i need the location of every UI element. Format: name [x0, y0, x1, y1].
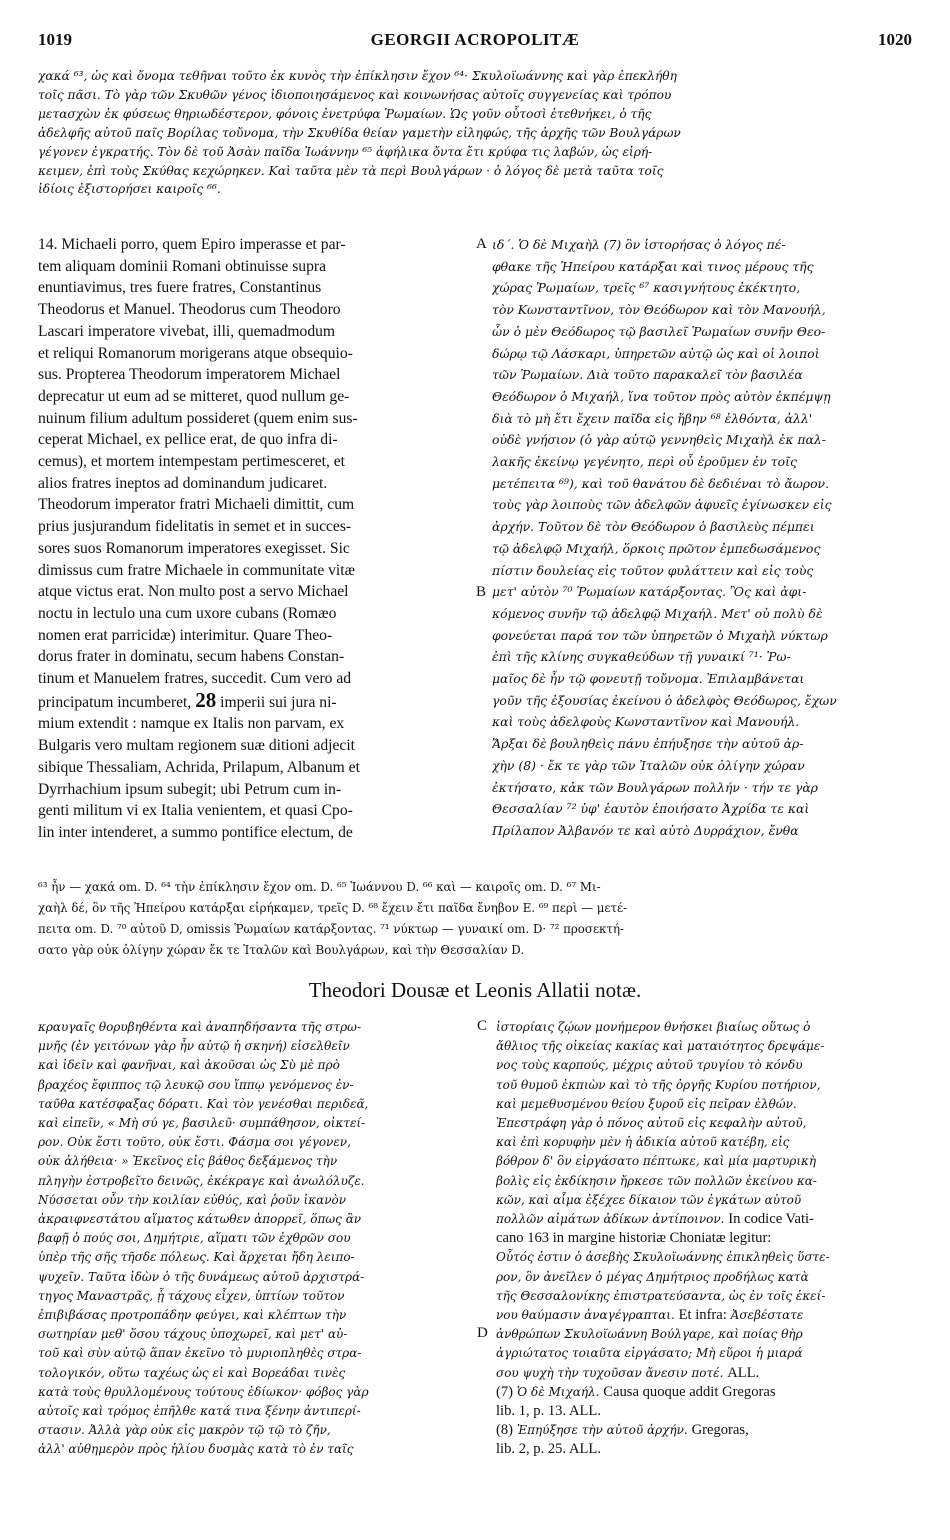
page-header	[38, 30, 912, 52]
text-line: στασιν. Ἀλλὰ γὰρ οὐκ εἰς μακρὸν τῷ τῷ τὸ ζῆν,	[38, 1423, 331, 1438]
text-line: βόθρον δ' ὃν εἰργάσατο πέπτωκε, καὶ μία μαρτυρικὴ	[496, 1154, 817, 1169]
text-line: ἱστορίαις ζῴων μονήμερον θνήσκει βιαίως οὕτως ὁ	[496, 1020, 811, 1034]
text-line	[496, 1210, 912, 1229]
text-fragment: Ἀσεβέστατε	[730, 1308, 804, 1323]
original-page-number: 28	[195, 689, 217, 712]
text-line: τῷ ἀδελφῷ Μιχαήλ, ὅρκοις πρῶτον ἐμπεδωσάμενος	[492, 540, 821, 556]
text-line: enuntiavimus, tres fuere fratres, Constantinus	[38, 279, 322, 297]
text-line: ὑπὲρ τῆς σῆς τῆσδε πόλεως. Καὶ ἄρχεται ἤδη λειπο-	[38, 1250, 355, 1265]
text-fragment: πολλῶν αἱμάτων ἀδίκων ἀντίποινον.	[496, 1212, 725, 1227]
text-line: ἐπὶ τῆς κλίνης συγκαθεύδων τῇ γυναικί ⁷¹· Ῥω-	[492, 649, 791, 665]
text-line: sibique Thessaliam, Achrida, Prilapum, Albanum et	[38, 758, 360, 776]
text-line	[38, 690, 472, 714]
text-line: λακῆς ἐκείνῳ γεγένητο, περὶ οὗ ἐροῦμεν ἐν τοῖς	[492, 454, 797, 470]
greek-text-column	[492, 234, 912, 842]
text-line: οὐδὲ γνήσιον (ὁ γὰρ αὐτῷ γεννηθεὶς Μιχαὴλ ἐκ παλ-	[492, 432, 826, 448]
footnote-line: ⁶³ ἦν — χακά om. D. ⁶⁴ τὴν ἐπίκλησιν ἔχον om. D. ⁶⁵ Ἰωάννου D. ⁶⁶ καὶ — καιροῖς om. D. ⁶⁷ Μι-	[38, 880, 601, 894]
note-7-line	[496, 1383, 912, 1402]
text-line: ψυχεῖν. Ταῦτα ἰδὼν ὁ τῆς δυνάμεως αὐτοῦ ἀρχιστρά-	[38, 1269, 365, 1284]
text-line: πληγὴν ἐστροβεῖτο δεινῶς, ἐκέκραγε καὶ ἀνωλόλυζε.	[38, 1173, 365, 1188]
text-fragment: principatum incumberet,	[38, 693, 192, 711]
text-line: σωτηρίαν μεθ' ὅσου τάχους ὑποχωρεῖ, καὶ μετ' αὐ-	[38, 1327, 348, 1342]
text-line: φθακε τῆς Ἠπείρου κατάρξαι καὶ τινος μέρους τῆς	[492, 258, 814, 274]
note-number: (8)	[496, 1422, 514, 1439]
text-fragment: Gregoras,	[691, 1422, 749, 1439]
text-fragment: νου θαύμασιν ἀναγέγραπται.	[496, 1308, 675, 1323]
text-line: sus. Propterea Theodorum imperatorem Michael	[38, 366, 341, 384]
text-line: τῆς Θεσσαλονίκης ἐπιστρατεύσαντα, ὡς ἐν τοῖς ἐκεί-	[496, 1288, 826, 1303]
text-line: ἀδελφῆς αὐτοῦ παῖς Βορίλας τοὔνομα, τὴν Σκυθίδα θείαν γαμετὴν εἰληφώς, τῆς ἀρχῆς τῶν Βουλγάρων	[38, 125, 681, 140]
margin-marker-b: B	[476, 584, 487, 600]
text-line: mium extendit : namque ex Italis non parvam, ex	[38, 715, 345, 733]
text-line: τοὺς γὰρ λοιποὺς τῶν ἀδελφῶν ἀφυεῖς ἐγίνωσκεν εἰς	[492, 497, 832, 513]
latin-translation-column	[38, 234, 472, 844]
text-fragment: Et infra:	[678, 1307, 727, 1324]
text-line: ἀγριώτατος τοιαῦτα εἰργάσατο; Μὴ εὕροι ἡ μιαρά	[496, 1346, 803, 1361]
text-line: γέγονεν ἐγκρατής. Τὸν δὲ τοῦ Ἀσὰν παῖδα Ἰωάννην ⁶⁵ ἀφήλικα ὄντα ἔτι κρύφα τις λαβών, ὡς εἰρή-	[38, 144, 653, 159]
text-line: τῶν Ῥωμαίων. Διὰ τοῦτο παρακαλεῖ τὸν βασιλέα	[492, 367, 803, 383]
text-line: dimissus cum fratre Michaele in communitate vitæ	[38, 561, 355, 579]
text-line: καὶ ἐπὶ κορυφὴν μὲν ἡ ἀδικία αὐτοῦ κατέβη, εἰς	[496, 1135, 790, 1150]
text-line: Θεόδωρον ὁ Μιχαήλ, ἵνα τοῦτον πρὸς αὐτὸν ἐκπέμψῃ	[492, 388, 831, 404]
text-line: ἄθλιος τῆς οἰκείας κακίας καὶ ματαιότητος δρεψάμε-	[496, 1039, 825, 1054]
text-line: sores suos Romanorum imperatores exegisset. Sic	[38, 539, 350, 557]
note-number: (7)	[496, 1383, 514, 1400]
text-line: ἐπιβιβάσας προτροπάδην φεύγει, καὶ κλέπτων τὴν	[38, 1308, 347, 1323]
page-number-right: 1020	[878, 30, 912, 49]
text-line: κῶν, καὶ αἷμα ἐξέχεε δίκαιον τῶν ἐγκάτων αὐτοῦ	[496, 1192, 802, 1207]
text-line: τοῦ καὶ σὺν αὐτῷ ἅπαν ἐκεῖνο τὸ μυριοπληθὲς στρα-	[38, 1346, 362, 1361]
critical-apparatus	[38, 877, 916, 961]
text-line: ἐκτήσατο, κἀκ τῶν Βουλγάρων πολλήν · τήν τε γὰρ	[492, 779, 818, 795]
text-line: ἰδίοις ἐξιστορήσει καιροῖς ⁶⁶.	[38, 182, 221, 197]
text-line: deprecatur ut eum ad se mitteret, quod nullum ge-	[38, 387, 350, 405]
text-line: ρον, ὃν ἀνεῖλεν ὁ μέγας Δημήτριος προδήλως κατὰ	[496, 1269, 809, 1284]
text-line: cemus), et mortem intempestam pertimesceret, et	[38, 453, 345, 471]
text-line: βαφῇ ὁ πούς σοι, Δημήτριε, αἵματι τῶν ἐχθρῶν σου	[38, 1231, 351, 1246]
text-line: Theodorum imperator fratri Michaeli dimittit, cum	[38, 496, 355, 514]
text-line: prius jusjurandum fidelitatis in semet et in succes-	[38, 518, 352, 536]
text-line: Ἄρξαι δὲ βουληθεὶς πάνυ ἐπήυξησε τὴν αὐτοῦ ἀρ-	[492, 736, 804, 752]
text-line: et reliqui Romanorum morigerans atque obsequio-	[38, 344, 353, 362]
text-line: χώρας Ῥωμαίων, τρεῖς ⁶⁷ κασιγνήτους ἐκέκτητο,	[492, 280, 801, 296]
text-line: genti militum vi ex Italia venientem, et quasi Cpo-	[38, 802, 353, 820]
text-line: ceperat Michael, ex pellice erat, de quo infra di-	[38, 431, 338, 449]
margin-marker-c: C	[477, 1018, 488, 1034]
text-line: 14. Michaeli porro, quem Epiro imperasse et par-	[38, 236, 346, 253]
text-line: βραχέος ἔφιππος τῷ λευκῷ σου ἵππῳ γενόμενος ἐν-	[38, 1077, 354, 1092]
text-line: ιδ΄. Ὁ δὲ Μιχαὴλ (7) ὃν ἱστορήσας ὁ λόγος πέ-	[492, 237, 786, 252]
text-line: χὴν (8) · ἔκ τε γὰρ τῶν Ἰταλῶν οὐκ ὀλίγην χώραν	[492, 757, 805, 773]
text-fragment: Causa quoque addit Gregoras	[603, 1383, 776, 1400]
text-line: noctu in lectulo una cum uxore cubans (Romæo	[38, 604, 337, 622]
text-line: κειμεν, ἐπὶ τοὺς Σκύθας κεχώρηκεν. Καὶ ταῦτα μὲν τὰ περὶ Βουλγάρων · ὁ λόγος δὲ μετὰ ταῦτα τοῖς	[38, 163, 664, 178]
text-line: τηγος Μαναστρᾶς, ᾗ τάχους εἶχεν, ὑπτίων τοῦτον	[38, 1288, 345, 1303]
running-title: GEORGII ACROPOLITÆ	[370, 30, 580, 49]
note-8-line	[496, 1421, 912, 1440]
text-line: tinum et Manuelem fratres, succedit. Cum vero ad	[38, 670, 352, 688]
text-line: κόμενος συνῆν τῷ ἀδελφῷ Μιχαήλ. Μετ' οὐ πολὺ δὲ	[492, 605, 823, 621]
text-line: ὧν ὁ μὲν Θεόδωρος τῷ βασιλεῖ Ῥωμαίων συνῆν Θεο-	[492, 323, 826, 339]
text-line: μετέπειτα ⁶⁹), καὶ τοῦ θανάτου δὲ δεδιέναι τὸ ἄωρον.	[492, 475, 830, 491]
text-line: nomen erat parricidæ) interimitur. Quare Theo-	[38, 626, 333, 644]
text-line: μετασχὼν ἐκ φύσεως θηριωδέστερον, φόνοις ἐνετρύφα Ῥωμαίων. Ὡς γοῦν οὗτοσὶ ἐτεθνήκει, ὁ τῆς	[38, 106, 652, 121]
text-fragment: σου ψυχὴ τὴν τυχοῦσαν ἄνεσιν ποτέ.	[496, 1365, 724, 1380]
text-line: νος τοὺς καρπούς, μέχρις αὐτοῦ τρυγίου τὸ κόνδυ	[496, 1058, 803, 1073]
text-line: Θεσσαλίαν ⁷² ὑφ' ἑαυτὸν ἐποιήσατο Ἀχρίδα τε καὶ	[492, 801, 810, 817]
margin-marker-a: A	[476, 236, 487, 252]
text-line: μετ' αὐτὸν ⁷⁰ Ῥωμαίων κατάρξοντας. Ὃς καὶ ἀφι-	[492, 584, 807, 600]
text-line: ἀκραιφνεστάτου αἵματος κάτωθεν ἀπορρεῖ, ὅπως ἂν	[38, 1212, 362, 1227]
text-line: χακά ⁶³, ὡς καὶ ὄνομα τεθῆναι τοῦτο ἐκ κυνὸς τὴν ἐπίκλησιν ἔχον ⁶⁴· Σκυλοϊωάννης καὶ γὰρ ἐπεκλήθη	[38, 69, 677, 83]
margin-marker-d: D	[477, 1325, 488, 1341]
text-line: μνῆς (ἐν γειτόνων γὰρ ἦν αὐτῷ ἡ σκηνή) εἰσελθεῖν	[38, 1039, 350, 1054]
text-line: dorus frater in dominatu, secum habens Constan-	[38, 648, 345, 666]
text-line: ἀνθρώπων Σκυλοϊωάννη Βούλγαρε, καὶ ποίας θὴρ	[496, 1327, 803, 1342]
text-fragment: ALL.	[727, 1364, 760, 1381]
text-line: καὶ τοὺς ἀδελφοὺς Κωνσταντῖνον καὶ Μανουήλ.	[492, 714, 800, 730]
text-line: τοῖς πᾶσι. Τὸ γὰρ τῶν Σκυθῶν γένος ἰδιοποιησάμενος καὶ κοινωνήσας αὐτοῖς συγγενείας καὶ τρόπου	[38, 87, 672, 102]
text-line: καὶ μεμεθυσμένου θείου ξυροῦ εἰς πεῖραν ἐλθών.	[496, 1096, 797, 1111]
text-line: καὶ ἰδεῖν καὶ φανῆναι, καὶ ἀκοῦσαι ὡς Σὺ μὲ πρὸ	[38, 1058, 340, 1073]
text-line: lin inter intenderet, a summo pontifice electum, de	[38, 823, 353, 841]
text-line: ἀρχήν. Τοῦτον δὲ τὸν Θεόδωρον ὁ βασιλεὺς πέμπει	[492, 519, 815, 535]
text-fragment: In codice Vati-	[728, 1211, 814, 1228]
text-line: tem aliquam dominii Romani obtinuisse supra	[38, 257, 327, 275]
text-line: γοῦν τῆς ἐξουσίας ἐκείνου ὁ ἀδελφὸς Θεόδωρος, ἔχων	[492, 692, 837, 708]
text-line: μαῖος δὲ ἦν τῷ φονευτῇ τοὔνομα. Ἐπιλαμβάνεται	[492, 671, 805, 687]
text-line: cano 163 in margine historiæ Choniatæ legitur:	[496, 1230, 772, 1247]
text-fragment: imperii sui jura ni-	[220, 693, 337, 711]
text-line: διὰ τὸ μὴ ἔτι ἔχειν παῖδα εἰς ἥβην ⁶⁸ ἐλθόντα, ἀλλ'	[492, 410, 813, 426]
text-line: δώρῳ τῷ Λάσκαρι, ὑπηρετῶν αὐτῷ ὡς καὶ οἱ λοιποὶ	[492, 345, 820, 361]
text-line: οὐκ ἀλήθεια· » Ἐκεῖνος εἰς βάθος δεξάμενος τὴν	[38, 1154, 338, 1169]
text-line: πίστιν δουλείας εἰς τοῦτον φυλάττειν καὶ εἰς τοὺς	[492, 562, 814, 578]
page-number-left: 1019	[38, 30, 72, 49]
text-line: Οὗτός ἐστιν ὁ ἀσεβὴς Σκυλοϊωάννης ἐπικληθεὶς ὕστε-	[496, 1250, 830, 1265]
text-fragment: Ὁ δὲ Μιχαήλ.	[516, 1384, 600, 1399]
text-line: lib. 1, p. 13. ALL.	[496, 1403, 601, 1420]
greek-top-paragraph	[38, 67, 916, 199]
footnote-line: πειτα om. D. ⁷⁰ αὐτοῦ D, omissis Ῥωμαίων κατάρξοντας. ⁷¹ νύκτωρ — γυναικί om. D· ⁷² προσεκτή-	[38, 922, 625, 936]
text-line: Νύσσεται οὖν τὴν κοιλίαν εὐθύς, καὶ ῥοῦν ἱκανὸν	[38, 1192, 347, 1207]
text-fragment: Ἐπηύξησε τὴν αὐτοῦ ἀρχήν.	[516, 1423, 688, 1438]
text-line: κατὰ τοὺς θρυλλομένους τούτους ἐδίωκον· φόβος γὰρ	[38, 1384, 369, 1399]
text-line: ρον. Οὐκ ἔστι τοῦτο, οὐκ ἔστι. Φάσμα σοι γέγονεν,	[38, 1135, 351, 1150]
text-line: Ἐπεστράφη γὰρ ὁ πόνος αὐτοῦ εἰς κεφαλὴν αὐτοῦ,	[496, 1116, 807, 1131]
text-line: τὸν Κωνσταντῖνον, τὸν Θεόδωρον καὶ τὸν Μανουήλ,	[492, 302, 826, 318]
text-line: καὶ εἰπεῖν, « Μὴ σύ γε, βασιλεῦ· συμπάθησον, οἰκτεί-	[38, 1116, 366, 1131]
text-line: βολὶς εἰς ἐκδίκησιν ἤρκεσε τῶν πολλῶν ἐκείνου κα-	[496, 1173, 817, 1188]
text-line: lib. 2, p. 25. ALL.	[496, 1441, 601, 1458]
notes-section-title: Theodori Dousæ et Leonis Allatii notæ.	[308, 978, 642, 1002]
text-line: nuinum filium adultum possideret (quem enim sus-	[38, 409, 358, 427]
text-line	[496, 1364, 912, 1383]
text-line: Πρίλαπον Ἀλβανόν τε καὶ αὐτὸ Δυρράχιον, ἔνθα	[492, 822, 799, 838]
notes-left-column	[38, 1018, 468, 1460]
footnote-line: σατο γὰρ οὐκ ὀλίγην χώραν ἔκ τε Ἰταλῶν καὶ Βουλγάρων, καὶ τὴν Θεσσαλίαν D.	[38, 943, 525, 957]
text-line: Bulgaris vero multam regionem suæ ditioni adjecit	[38, 737, 356, 755]
text-line: ἀλλ' αὐθημερὸν πρὸς ἡλίου δυσμὰς κατὰ τὸ ἐν ταῖς	[38, 1442, 354, 1457]
text-line: αὐτοῖς καὶ τρόμος ἐπῆλθε κατά τινα ξένην ἀντιπερί-	[38, 1404, 361, 1419]
notes-right-column	[496, 1018, 912, 1460]
text-line: alios fratres ineptos ad dominandum judicaret.	[38, 474, 328, 492]
text-line: atque victus erat. Non multo post a servo Michael	[38, 583, 349, 601]
text-line: Dyrrhachium ipsum subegit; ubi Petrum cum in-	[38, 780, 342, 798]
text-line: ταῦθα κατέσφαξας δόρατι. Καὶ τὸν γενέσθαι περιδεᾶ,	[38, 1096, 369, 1111]
footnote-line: χαὴλ δέ, ὃν τῆς Ἠπείρου κατάρξαι εἰρήκαμεν, τρεῖς D. ⁶⁸ ἔχειν ἔτι παῖδα ἔνηβον E. ⁶⁹ περὶ — μετέ-	[38, 901, 628, 915]
text-line: Theodorus et Manuel. Theodorus cum Theodoro	[38, 301, 341, 319]
text-line: τολογικόν, οὕτω ταχέως ὡς εἰ καὶ Βορεάδαι τινὲς	[38, 1365, 346, 1380]
text-line: φονεύεται παρά τον τῶν ὑπηρετῶν ὁ Μιχαὴλ νύκτωρ	[492, 627, 828, 643]
text-line: κραυγαῖς θορυβηθέντα καὶ ἀναπηδήσαντα τῆς στρω-	[38, 1020, 361, 1034]
text-line: Lascari imperatore vivebat, illi, quemadmodum	[38, 322, 336, 340]
text-line	[496, 1306, 912, 1325]
text-line: τοῦ θυμοῦ ἐκπιὼν καὶ τὸ τῆς ὀργῆς Κυρίου ποτήριον,	[496, 1077, 821, 1092]
